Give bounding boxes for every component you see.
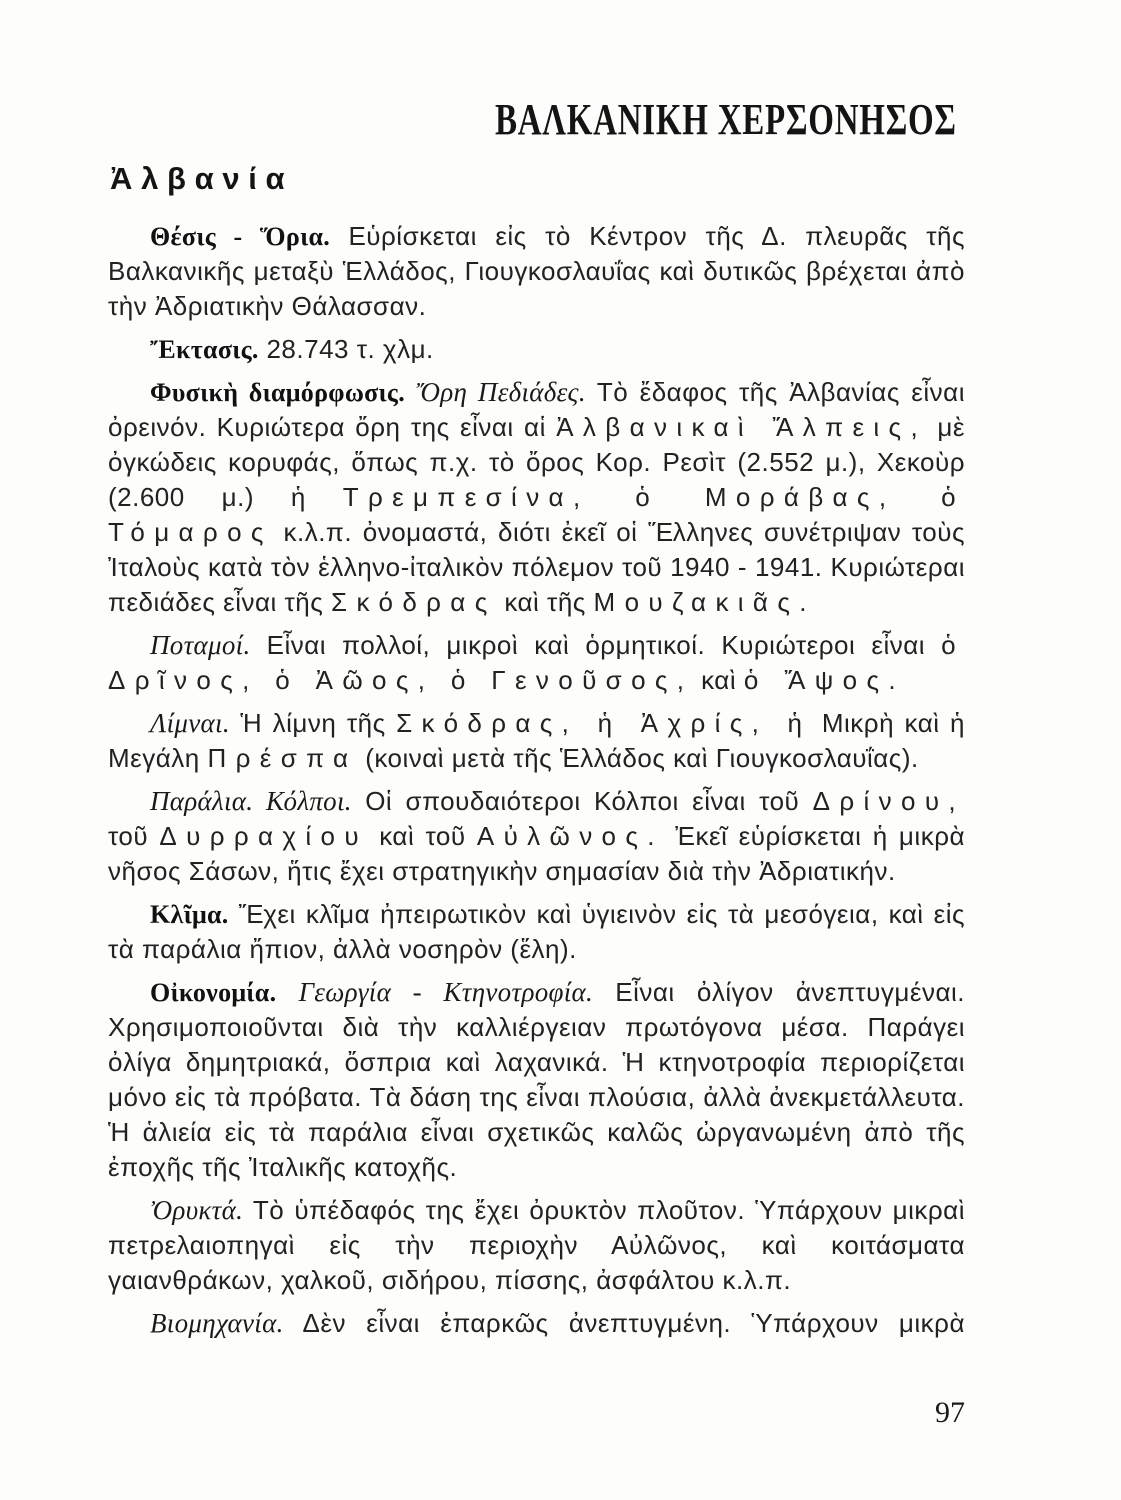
- paragraph-text: Οἱ σπουδαιότεροι Κόλποι εἶναι τοῦ: [365, 786, 800, 816]
- paragraph-climate: [108, 897, 965, 967]
- section-heading: Ποταμοί.: [150, 630, 251, 660]
- section-heading: Κλῖμα.: [150, 900, 229, 929]
- paragraph-text: Ἔχει κλῖμα ἠπειρωτικὸν καὶ ὑγιεινὸν εἰς τὰ μεσόγεια, καὶ εἰς τὰ παράλια ἤπιον, ἀλλὰ νοσηρὸν (ἕλη).: [108, 899, 965, 964]
- section-subheading: Ὄρη Πεδιάδες.: [416, 377, 586, 407]
- paragraph-text: Εἶναι πολλοί, μικροὶ καὶ ὁρμητικοί. Κυριώτεροι εἶναι: [266, 630, 926, 660]
- paragraph-text: Τὸ ἔδαφος τῆς Ἀλβανίας εἶναι ὀρεινόν. Κυριώτερα ὄρη της εἶναι αἱ: [108, 377, 965, 442]
- paragraph-text: Ἡ λίμνη τῆς: [240, 708, 386, 738]
- emphasized-name: Σκόδρας: [331, 587, 497, 617]
- section-heading: Θέσις - Ὅρια.: [150, 222, 331, 251]
- section-heading: Οἰκονομία.: [150, 978, 277, 1007]
- section-heading: Βιομηχανία.: [150, 1308, 284, 1338]
- body-text: [108, 219, 965, 1349]
- emphasized-name: Δυρραχίου: [159, 821, 368, 851]
- paragraph-text: καὶ τοῦ: [379, 821, 466, 851]
- emphasized-name: Τρεμπεσίνα, ὁ Μοράβας, ὁ Τόμαρος: [108, 482, 965, 547]
- emphasized-name: ὁ Δρῖνος, ὁ Ἀῶος, ὁ Γενοῦσος,: [108, 630, 965, 695]
- paragraph-area: [108, 332, 965, 367]
- paragraph-text: 28.743 τ. χλμ.: [266, 334, 434, 364]
- emphasized-name: Δρίνου,: [812, 786, 965, 816]
- paragraph-text: Εὑρίσκεται εἰς τὸ Κέντρον τῆς Δ. πλευρᾶς τῆς Βαλκανικῆς μεταξὺ Ἑλλάδος, Γιουγκοσλαυΐας καὶ δυτικῶς βρέχεται ἀπὸ τὴν Ἀδριατικὴν Θάλασσαν.: [108, 221, 965, 321]
- paragraph-text: καὶ τῆς: [504, 587, 586, 617]
- paragraph-text: Τὸ ὑπέδαφός της ἔχει ὀρυκτὸν πλοῦτον. Ὑπάρχουν μικραὶ πετρελαιοπηγαὶ εἰς τὴν περιοχὴν Αὐλῶνος, καὶ κοιτάσματα γαιανθράκων, χαλκοῦ, σιδήρου, πίσσης, ἀσφάλτου κ.λ.π.: [108, 1195, 965, 1295]
- section-subheading: Γεωργία - Κτηνοτροφία.: [298, 977, 594, 1007]
- paragraph-text: (κοιναὶ μετὰ τῆς Ἑλλάδος καὶ Γιουγκοσλαυΐας).: [365, 743, 919, 773]
- emphasized-name: Μουζακιᾶς.: [593, 587, 816, 617]
- page-number: 97: [935, 1396, 965, 1429]
- paragraph-relief: [108, 375, 965, 620]
- running-head: ΒΑΛΚΑΝΙΚΗ ΧΕΡΣΟΝΗΣΟΣ: [495, 95, 957, 144]
- paragraph-text: Ἐκεῖ εὑρίσκεται ἡ μικρὰ νῆσος Σάσων, ἥτις ἔχει στρατηγικὴν σημασίαν διὰ τὴν Ἀδριατικήν.: [108, 821, 966, 886]
- section-heading: Παράλια. Κόλποι.: [150, 786, 352, 816]
- emphasized-name: Αὐλῶνος.: [476, 821, 664, 851]
- section-heading: Λίμναι.: [150, 708, 230, 738]
- paragraph-text: Δὲν εἶναι ἐπαρκῶς ἀνεπτυγμένη. Ὑπάρχουν μικρὰ: [302, 1308, 965, 1338]
- paragraph-text: καὶ: [701, 665, 737, 695]
- paragraph-minerals: [108, 1193, 965, 1298]
- section-heading: Ὀρυκτά.: [150, 1195, 244, 1225]
- section-heading: Ἔκτασις.: [150, 335, 259, 364]
- emphasized-name: Σκόδρας, ἡ Ἀχρίς, ἡ: [396, 708, 812, 738]
- paragraph-economy: [108, 975, 965, 1185]
- paragraph-position: [108, 219, 965, 324]
- paragraph-text: μὲ ὀγκώδεις κορυφάς, ὅπως π.χ. τὸ ὄρος Κορ. Ρεσὶτ (2.552 μ.), Χεκοὺρ (2.600 μ.) ἡ: [108, 412, 965, 512]
- paragraph-lakes: [108, 706, 965, 776]
- emphasized-name: Πρέσπα: [207, 743, 358, 773]
- paragraph-rivers: [108, 628, 965, 698]
- paragraph-text: Εἶναι ὀλίγον ἀνεπτυγμέναι. Χρησιμοποιοῦνται διὰ τὴν καλλιέργειαν πρωτόγονα μέσα. Παράγει ὀλίγα δημητριακά, ὄσπρια καὶ λαχανικά. Ἡ κτηνοτροφία περιορίζεται μόνο εἰς τὰ πρόβατα. Τὰ δάση της εἶναι πλούσια, ἀλλὰ ἀνεκμετάλλευτα. Ἡ ἁλιεία εἰς τὰ παράλια εἶναι σχετικῶς καλῶς ὠργανωμένη ἀπὸ τῆς ἐποχῆς τῆς Ἰταλικῆς κατοχῆς.: [108, 977, 965, 1182]
- emphasized-name: ὁ Ἄψος.: [743, 665, 905, 695]
- section-heading: Φυσικὴ διαμόρφωσις.: [150, 378, 405, 407]
- paragraph-text: Μικρὴ καὶ ἡ Μεγάλη: [108, 708, 965, 773]
- paragraph-coasts: [108, 784, 965, 889]
- paragraph-text: τοῦ: [108, 821, 149, 851]
- paragraph-industry: [108, 1306, 965, 1341]
- emphasized-name: Ἀλβανικαὶ Ἄλπεις,: [556, 412, 928, 442]
- section-title: Ἀλβανία: [110, 161, 294, 196]
- paragraph-text: κ.λ.π. ὀνομαστά, διότι ἐκεῖ οἱ Ἕλληνες συνέτριψαν τοὺς Ἰταλοὺς κατὰ τὸν ἑλληνο-ἰταλικὸν πόλεμον τοῦ 1940 - 1941. Κυριώτεραι πεδιάδες εἶναι τῆς: [108, 517, 965, 617]
